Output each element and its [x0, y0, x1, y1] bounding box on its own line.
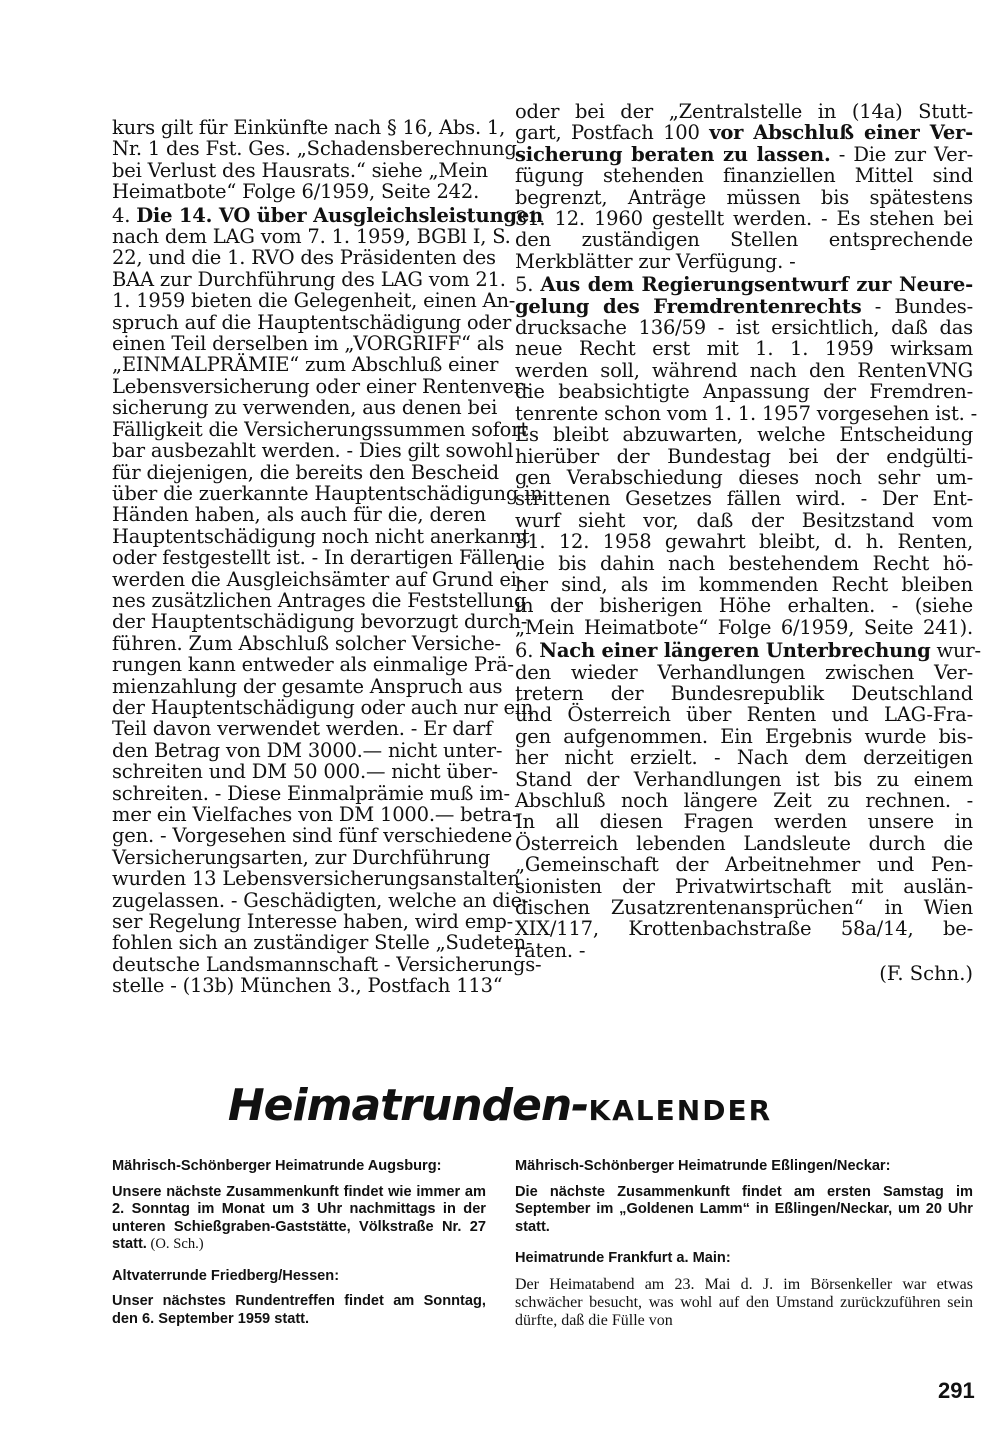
page-number: 291	[938, 1378, 975, 1403]
text-line: 31. 12. 1958 gewahrt bleibt, d. h. Renten,	[515, 530, 973, 554]
line-suffix: - Bundes-	[861, 294, 973, 318]
calendar-right-column	[515, 1158, 973, 1330]
calendar-entry-body	[112, 1184, 486, 1254]
bold-text: Aus dem Regierungsentwurf zur Neure-	[540, 273, 973, 297]
text-line: tretern der Bundesrepublik Deutschland	[515, 681, 973, 705]
paragraph	[112, 203, 544, 998]
text-line: in der bisherigen Höhe erhalten. - (siehe	[515, 594, 973, 618]
text-line: Es bleibt abzuwarten, welche Entscheidung	[515, 423, 973, 447]
line-prefix: gart, Postfach 100	[515, 121, 710, 145]
text-line: zugelassen. - Geschädigten, welche an die-	[112, 888, 529, 912]
paragraph	[515, 101, 973, 272]
text-line	[515, 122, 973, 143]
text-line: spruch auf die Hauptentschädigung oder	[112, 310, 512, 334]
line-prefix: 4.	[112, 203, 137, 227]
text-line: drucksache 136/59 - ist ersichtlich, daß das	[515, 316, 973, 340]
line-suffix: wur-	[930, 639, 981, 663]
text-line: nach dem LAG vom 7. 1. 1959, BGBl I, S.	[112, 225, 511, 249]
text-line: den wieder Verhandlungen zwischen Ver-	[515, 660, 973, 684]
text-line: Hauptentschädigung noch nicht anerkannt	[112, 524, 530, 548]
text-line: Versicherungsarten, zur Durchführung	[112, 845, 491, 869]
bold-text: gelung des Fremdrentenrechts	[515, 294, 862, 318]
text-line: gen. - Vorgesehen sind fünf verschiedene	[112, 824, 513, 848]
text-line: „Mein Heimatbote“ Folge 6/1959, Seite 241).	[515, 615, 973, 639]
text-line: den Betrag von DM 3000.— nicht unter-	[112, 738, 503, 762]
calendar-entry-title: Mährisch-Schönberger Heimatrunde Augsburg:	[112, 1158, 442, 1174]
heading-caps: KALENDER	[588, 1094, 773, 1127]
text-line: der Hauptentschädigung oder auch nur ein	[112, 695, 534, 719]
text-line: Österreich lebenden Landsleute durch die	[515, 831, 973, 855]
text-line: nes zusätzlichen Antrages die Feststellung	[112, 588, 527, 612]
bold-text: vor Abschluß einer Ver-	[709, 121, 974, 145]
text-line: neue Recht erst mit 1. 1. 1959 wirksam	[515, 337, 973, 361]
text-line: und Österreich über Renten und LAG-Fra-	[515, 703, 973, 727]
right-paragraphs	[515, 100, 981, 962]
text-line: einen Teil derselben im „VORGRIFF“ als	[112, 332, 505, 356]
text-line: strittenen Gesetzes fällen wird. - Der Ent-	[515, 487, 973, 511]
text-line: dischen Zusatzrentenansprüchen“ in Wien	[515, 896, 973, 920]
text-line: tenrente schon vom 1. 1. 1957 vorgesehen ist. -	[515, 401, 977, 425]
text-line: rungen kann entweder als einmalige Prä-	[112, 653, 514, 677]
text-line: sicherung zu verwenden, aus denen bei	[112, 396, 498, 420]
text-line: oder festgestellt ist. - In derartigen Fällen	[112, 546, 519, 570]
text-line: werden soll, während nach den RentenVNG	[515, 358, 973, 382]
calendar-entry-text: Der Heimatabend am 23. Mai d. J. im Börsenkeller war etwas schwächer besucht, was wohl auf den Umstand zurückzuführen sein dürfte, daß die Fülle von	[515, 1275, 973, 1329]
text-line: sionisten der Privatwirtschaft mit auslän-	[515, 874, 973, 898]
text-line: Fälligkeit die Versicherungssummen sofort	[112, 417, 528, 441]
text-line: für diejenigen, die bereits den Bescheid	[112, 460, 499, 484]
text-line: über die zuerkannte Hauptentschädigung in	[112, 481, 543, 505]
text-line: schreiten und DM 50 000.— nicht über-	[112, 760, 498, 784]
text-line: hierüber der Bundestag bei der endgülti-	[515, 444, 973, 468]
text-line: gen Verabschiedung dieses noch sehr um-	[515, 465, 973, 489]
text-line: XIX/117, Krottenbachstraße 58a/14, be-	[515, 917, 973, 941]
text-line: die beabsichtigte Anpassung der Fremdren-	[515, 380, 973, 404]
text-line: gen aufgenommen. Ein Ergebnis wurde bis-	[515, 724, 973, 748]
line-prefix: 5.	[515, 273, 541, 297]
author-signature: (F. Schn.)	[879, 962, 973, 986]
text-line: stelle - (13b) München 3., Postfach 113“	[112, 974, 503, 998]
text-line: raten. -	[515, 938, 586, 962]
text-line: begrenzt, Anträge müssen bis spätestens	[515, 185, 973, 209]
text-line: mer ein Vielfaches von DM 1000.— betra-	[112, 803, 519, 826]
right-text-column	[515, 100, 981, 986]
text-line: mienzahlung der gesamte Anspruch aus	[112, 674, 503, 698]
text-line	[515, 274, 973, 295]
text-line: bei Verlust des Hausrats.“ siehe „Mein	[112, 158, 488, 182]
bold-text: Die 14. VO über Ausgleichsleistungen	[136, 203, 544, 227]
text-line: Merkblätter zur Verfügung. -	[515, 249, 796, 273]
text-line: 22, und die 1. RVO des Präsidenten des	[112, 246, 496, 270]
calendar-entry-title: Mährisch-Schönberger Heimatrunde Eßlingen/Neckar:	[515, 1158, 891, 1174]
text-line	[112, 203, 544, 227]
text-line: fügung stehenden finanziellen Mittel sind	[515, 164, 973, 188]
text-line: 31. 12. 1960 gestellt werden. - Es stehen bei	[515, 207, 973, 231]
paragraph	[515, 273, 977, 639]
text-line: bar ausbezahlt werden. - Dies gilt sowohl	[112, 439, 514, 463]
text-line: der Hauptentschädigung bevorzugt durch-	[112, 610, 528, 634]
text-line: führen. Zum Abschluß solcher Versiche-	[112, 631, 501, 655]
text-line: Lebensversicherung oder einer Rentenver-	[112, 374, 530, 398]
text-line: fohlen sich an zuständiger Stelle „Sudeten-	[112, 931, 533, 955]
calendar-entry-title: Altvaterrunde Friedberg/Hessen:	[112, 1267, 340, 1284]
entry-note: (O. Sch.)	[146, 1236, 204, 1252]
text-line: Heimatbote“ Folge 6/1959, Seite 242.	[112, 180, 480, 204]
text-line: die bis dahin nach bestehendem Recht hö-	[515, 551, 973, 575]
text-line: Abschluß noch längere Zeit zu rechnen. -	[515, 789, 973, 812]
line-suffix: - Die zur Ver-	[830, 142, 973, 166]
text-line: wurf sieht vor, daß der Besitzstand vom	[515, 508, 973, 532]
text-line: Teil davon verwendet werden. - Er darf	[112, 717, 493, 741]
paragraph	[515, 639, 981, 962]
text-line: Händen haben, als auch für die, deren	[112, 503, 486, 527]
calendar-left-column	[112, 1158, 486, 1342]
calendar-entry-body: Unser nächstes Rundentreffen findet am Sonntag, den 6. September 1959 statt.	[112, 1293, 486, 1327]
bold-text: sicherung beraten zu lassen.	[515, 142, 831, 166]
text-line: wurden 13 Lebensversicherungsanstalten	[112, 867, 520, 891]
heading-script: Heimatrunden-	[227, 1080, 589, 1131]
text-line: kurs gilt für Einkünfte nach § 16, Abs. 1,	[112, 116, 506, 139]
calendar-entry-title: Heimatrunde Frankfurt a. Main:	[515, 1250, 731, 1266]
text-line: werden die Ausgleichsämter auf Grund ei-	[112, 567, 524, 591]
text-line: In all diesen Fragen werden unsere in	[515, 810, 973, 834]
text-line: Stand der Verhandlungen ist bis zu einem	[515, 767, 973, 791]
text-line: 1. 1959 bieten die Gelegenheit, einen An-	[112, 289, 516, 313]
text-line: BAA zur Durchführung des LAG vom 21.	[112, 267, 506, 291]
text-line: „EINMALPRÄMIE“ zum Abschluß einer	[112, 353, 499, 377]
text-line: her sind, als im kommenden Recht bleiben	[515, 572, 973, 596]
text-line: her nicht erzielt. - Nach dem derzeitigen	[515, 746, 973, 770]
text-line: oder bei der „Zentralstelle in (14a) Stutt-	[515, 100, 973, 123]
entry-text: Unsere nächste Zusammenkunft findet wie immer am 2. Sonntag im Monat um 3 Uhr nachmittags in der unteren Schießgraben-Gaststätte, Völkstraße Nr. 27 statt.	[112, 1183, 486, 1252]
bold-text: Nach einer längeren Unterbrechung	[539, 639, 931, 663]
line-prefix: 6.	[515, 639, 540, 663]
text-line: ser Regelung Interesse haben, wird emp-	[112, 910, 513, 934]
text-line: den zuständigen Stellen entsprechende	[515, 228, 973, 252]
text-line	[515, 639, 981, 663]
text-line: „Gemeinschaft der Arbeitnehmer und Pen-	[515, 853, 973, 877]
text-line	[515, 296, 973, 317]
text-line: deutsche Landsmannschaft - Versicherungs-	[112, 952, 542, 976]
text-line: Nr. 1 des Fst. Ges. „Schadensberechnung	[112, 137, 517, 161]
section-heading	[0, 1080, 1000, 1131]
left-text-column	[112, 116, 544, 999]
text-line	[515, 144, 973, 165]
calendar-entry-body: Die nächste Zusammenkunft findet am ersten Samstag im September im „Goldenen Lamm“ in Eßlingen/Neckar, um 20 Uhr statt.	[515, 1183, 973, 1235]
paragraph	[112, 116, 517, 204]
text-line: schreiten. - Diese Einmalprämie muß im-	[112, 781, 510, 805]
